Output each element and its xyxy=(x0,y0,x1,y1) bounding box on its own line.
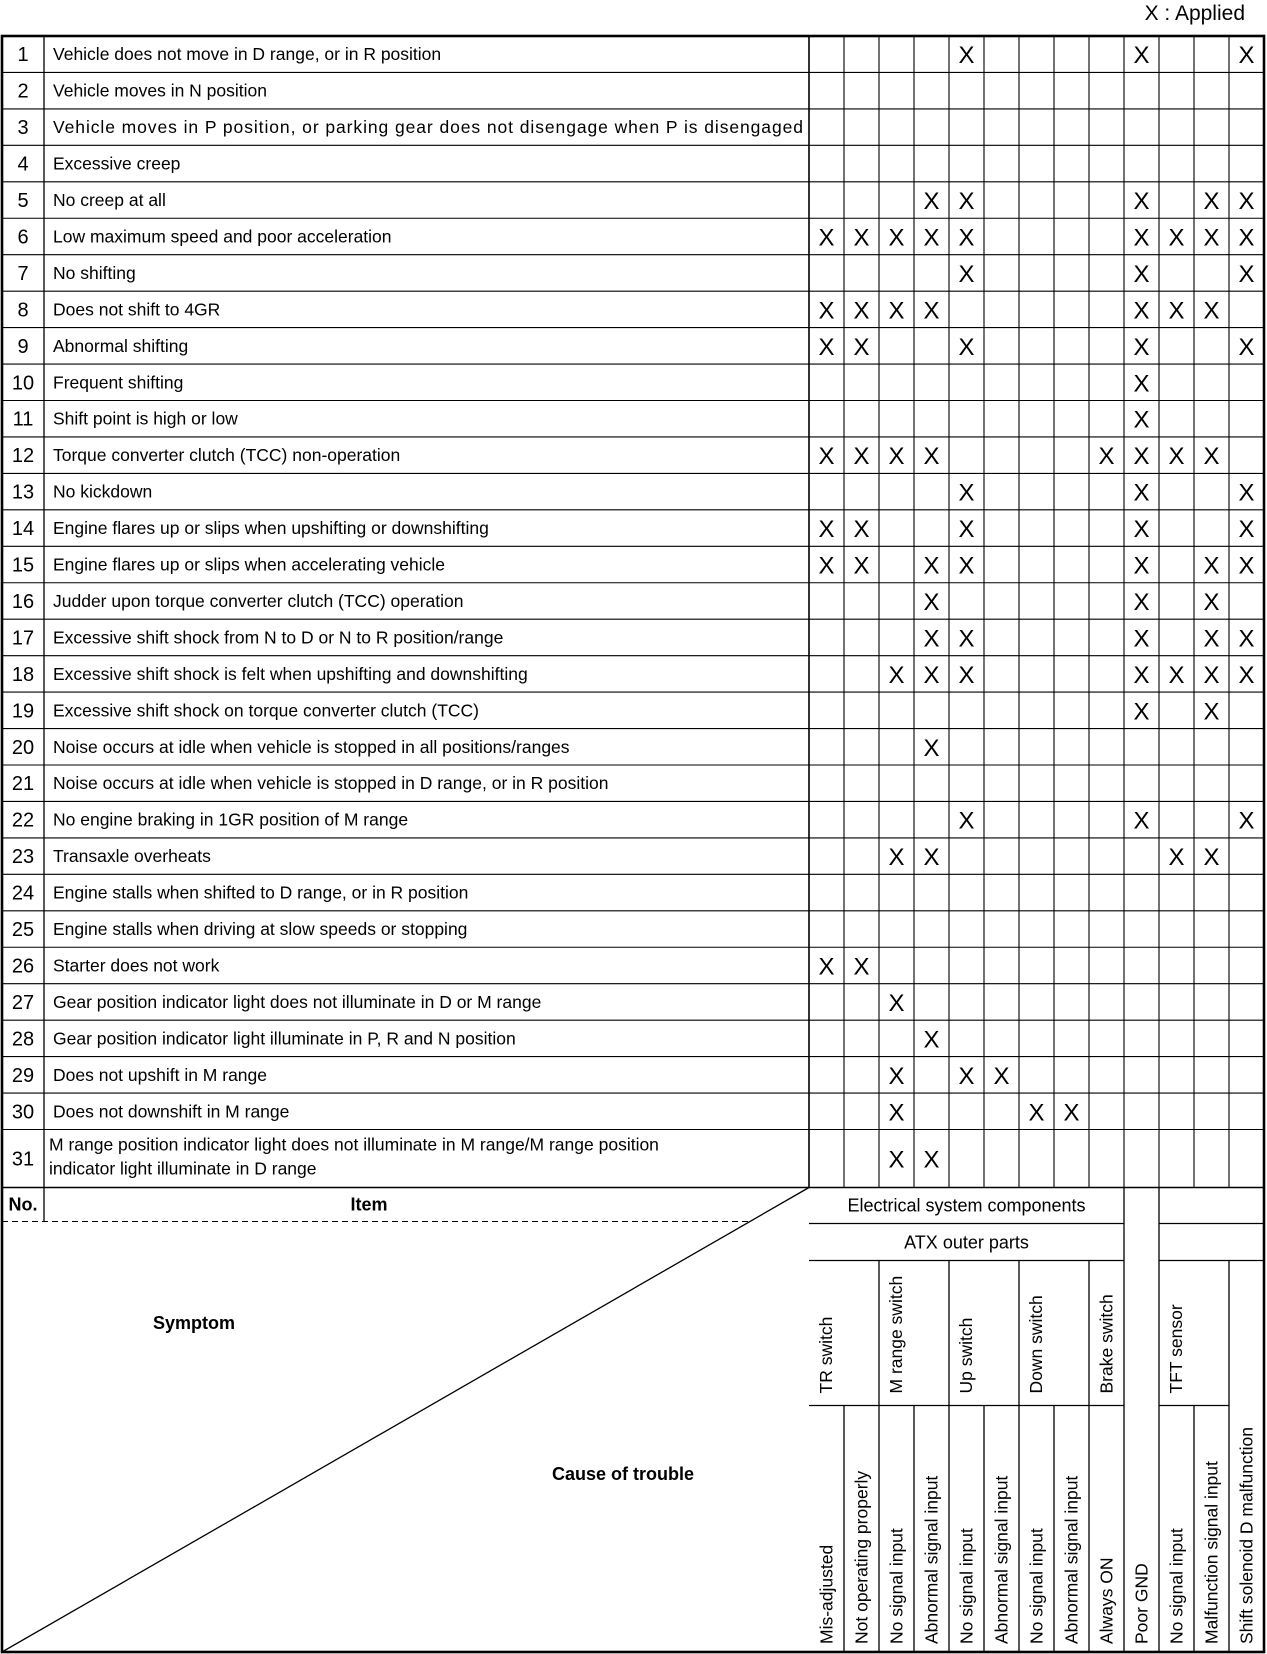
applied-mark: X xyxy=(1133,406,1150,434)
row-symptom: Starter does not work xyxy=(53,955,220,976)
row-symptom: Excessive shift shock from N to D or N to R position/range xyxy=(53,627,504,648)
table-row xyxy=(12,1099,1080,1126)
header-symptom: Symptom xyxy=(152,1313,236,1333)
row-number: 9 xyxy=(17,335,29,358)
applied-mark: X xyxy=(1133,370,1150,398)
applied-mark: X xyxy=(923,443,940,471)
table-row xyxy=(12,662,1255,689)
applied-mark: X xyxy=(1098,443,1115,471)
applied-mark: X xyxy=(818,297,835,325)
applied-mark: X xyxy=(1238,188,1255,216)
grid-lines xyxy=(2,36,1264,1652)
applied-mark: X xyxy=(923,1146,940,1174)
row-number: 20 xyxy=(11,736,35,759)
applied-mark: X xyxy=(1203,698,1220,726)
table-row xyxy=(17,42,1254,69)
table-row xyxy=(17,188,1254,215)
row-number: 8 xyxy=(17,299,29,322)
row-symptom: Does not upshift in M range xyxy=(53,1064,268,1085)
row-symptom: Shift point is high or low xyxy=(53,408,238,429)
applied-mark: X xyxy=(888,1099,905,1127)
cause-column-label: Not operating properly xyxy=(851,1470,872,1644)
row-number: 6 xyxy=(17,226,29,249)
table-row xyxy=(12,698,1220,725)
applied-mark: X xyxy=(888,443,905,471)
cause-column-label: No signal input xyxy=(1166,1528,1187,1644)
group-electrical: Electrical system components xyxy=(847,1195,1086,1216)
applied-mark: X xyxy=(1238,224,1255,252)
applied-mark: X xyxy=(958,516,975,544)
applied-mark: X xyxy=(958,479,975,507)
row-symptom: Does not downshift in M range xyxy=(53,1101,290,1122)
cause-column-label: Malfunction signal input xyxy=(1201,1461,1222,1644)
table-row xyxy=(13,407,1150,434)
row-number: 24 xyxy=(11,882,35,905)
applied-mark: X xyxy=(1238,625,1255,653)
applied-mark: X xyxy=(818,953,835,981)
applied-mark: X xyxy=(1238,552,1255,580)
table-row xyxy=(12,516,1255,543)
row-symptom: Gear position indicator light does not illuminate in D or M range xyxy=(53,991,542,1012)
component-label: TR switch xyxy=(816,1316,836,1394)
row-number: 31 xyxy=(11,1148,35,1171)
applied-mark: X xyxy=(1133,661,1150,689)
applied-mark: X xyxy=(1133,188,1150,216)
applied-mark: X xyxy=(1168,224,1185,252)
row-symptom: Does not shift to 4GR xyxy=(53,299,221,320)
table-row xyxy=(17,261,1254,288)
group-atx-outer: ATX outer parts xyxy=(904,1232,1029,1253)
row-number: 21 xyxy=(11,773,35,796)
applied-mark: X xyxy=(853,516,870,544)
row-number: 19 xyxy=(11,700,35,723)
row-symptom: Abnormal shifting xyxy=(53,335,189,356)
table-row xyxy=(12,808,1255,835)
applied-mark: X xyxy=(818,552,835,580)
row-number: 13 xyxy=(11,481,35,504)
applied-mark: X xyxy=(923,552,940,580)
cause-column-label: No signal input xyxy=(956,1528,977,1644)
row-number: 15 xyxy=(11,554,35,577)
applied-mark: X xyxy=(853,224,870,252)
header-no: No. xyxy=(8,1194,38,1215)
row-number: 27 xyxy=(11,991,35,1014)
applied-mark: X xyxy=(1133,297,1150,325)
table-row xyxy=(12,480,1255,507)
row-number: 16 xyxy=(11,590,35,613)
applied-mark: X xyxy=(1238,807,1255,835)
row-symptom: Low maximum speed and poor acceleration xyxy=(53,226,392,247)
component-label: M range switch xyxy=(886,1275,906,1394)
applied-mark: X xyxy=(1028,1099,1045,1127)
cause-column-label: Abnormal signal input xyxy=(991,1475,1012,1644)
applied-mark: X xyxy=(853,297,870,325)
applied-mark: X xyxy=(888,224,905,252)
row-number: 3 xyxy=(17,117,29,140)
table-row xyxy=(12,953,870,980)
applied-mark: X xyxy=(1133,516,1150,544)
applied-mark: X xyxy=(958,260,975,288)
applied-mark: X xyxy=(1238,333,1255,361)
component-label: Down switch xyxy=(1026,1295,1046,1394)
row-symptom: Engine stalls when shifted to D range, or in R position xyxy=(53,882,469,903)
applied-mark: X xyxy=(923,625,940,653)
applied-mark: X xyxy=(1133,443,1150,471)
applied-mark: X xyxy=(958,333,975,361)
applied-mark: X xyxy=(958,42,975,70)
applied-mark: X xyxy=(1238,516,1255,544)
header-item: Item xyxy=(350,1194,388,1215)
table-row xyxy=(17,297,1219,324)
row-number: 12 xyxy=(11,445,35,468)
applied-mark: X xyxy=(923,734,940,762)
table-row xyxy=(17,117,803,139)
cause-column-label: No signal input xyxy=(1026,1528,1047,1644)
row-symptom: Excessive shift shock is felt when upshifting and downshifting xyxy=(53,663,528,684)
applied-mark: X xyxy=(923,588,940,616)
applied-mark: X xyxy=(1168,443,1185,471)
applied-mark: X xyxy=(1203,844,1220,872)
row-number: 7 xyxy=(17,262,29,285)
row-symptom: Vehicle moves in P position, or parking gear does not disengage when P is disengaged xyxy=(53,117,803,138)
row-symptom: Engine flares up or slips when upshifting or downshifting xyxy=(53,518,489,539)
applied-mark: X xyxy=(1203,552,1220,580)
applied-mark: X xyxy=(1133,588,1150,616)
applied-mark: X xyxy=(1203,661,1220,689)
applied-mark: X xyxy=(888,989,905,1017)
applied-mark: X xyxy=(818,224,835,252)
row-number: 4 xyxy=(17,153,29,176)
table-row xyxy=(12,773,609,795)
applied-mark: X xyxy=(1168,661,1185,689)
applied-mark: X xyxy=(1238,42,1255,70)
applied-mark: X xyxy=(853,333,870,361)
applied-mark: X xyxy=(923,1026,940,1054)
applied-mark: X xyxy=(853,552,870,580)
applied-mark: X xyxy=(958,1062,975,1090)
row-symptom: No engine braking in 1GR position of M range xyxy=(53,809,409,830)
cause-column-label: No signal input xyxy=(886,1528,907,1644)
applied-mark: X xyxy=(1133,807,1150,835)
table-row xyxy=(12,370,1150,397)
table-row xyxy=(12,844,1220,871)
row-symptom: indicator light illuminate in D range xyxy=(49,1158,317,1179)
applied-mark: X xyxy=(1238,260,1255,288)
cause-column-label: Always ON xyxy=(1096,1557,1117,1644)
row-number: 25 xyxy=(11,919,35,942)
row-symptom: No kickdown xyxy=(53,481,153,502)
component-label: TFT sensor xyxy=(1166,1304,1186,1394)
row-number: 17 xyxy=(11,627,35,650)
cause-column-label: Abnormal signal input xyxy=(1061,1475,1082,1644)
applied-mark: X xyxy=(958,224,975,252)
diagonal-line xyxy=(2,1188,809,1653)
row-symptom: Gear position indicator light illuminate in P, R and N position xyxy=(53,1028,516,1049)
table-frame xyxy=(2,36,1264,1652)
applied-mark: X xyxy=(1203,297,1220,325)
row-symptom: M range position indicator light does not illuminate in M range/M range position xyxy=(49,1134,659,1155)
applied-mark: X xyxy=(818,333,835,361)
applied-mark: X xyxy=(1203,188,1220,216)
applied-mark: X xyxy=(993,1062,1010,1090)
row-number: 30 xyxy=(11,1101,35,1124)
applied-mark: X xyxy=(853,443,870,471)
table-row xyxy=(17,81,267,103)
applied-mark: X xyxy=(1133,224,1150,252)
table-row xyxy=(17,224,1254,251)
row-symptom: Judder upon torque converter clutch (TCC) operation xyxy=(53,590,464,611)
applied-mark: X xyxy=(1133,479,1150,507)
row-number: 1 xyxy=(17,44,29,67)
row-number: 29 xyxy=(11,1064,35,1087)
row-number: 2 xyxy=(17,80,29,103)
table-row xyxy=(12,1063,1010,1090)
cause-column-label: Mis-adjusted xyxy=(816,1544,837,1644)
row-symptom: Noise occurs at idle when vehicle is stopped in D range, or in R position xyxy=(53,773,609,794)
table-row xyxy=(12,589,1220,616)
row-number: 14 xyxy=(11,518,35,541)
legend-applied: X : Applied xyxy=(1144,2,1245,25)
applied-mark: X xyxy=(1063,1099,1080,1127)
cause-column-label: Shift solenoid D malfunction xyxy=(1236,1427,1257,1644)
applied-mark: X xyxy=(1203,588,1220,616)
table-row xyxy=(12,919,468,941)
applied-mark: X xyxy=(1133,42,1150,70)
table-row xyxy=(12,883,469,905)
table-row xyxy=(12,443,1220,470)
applied-mark: X xyxy=(923,661,940,689)
applied-mark: X xyxy=(888,1062,905,1090)
table-row xyxy=(12,625,1255,652)
row-symptom: Vehicle moves in N position xyxy=(53,80,267,101)
row-symptom: Transaxle overheats xyxy=(53,846,211,867)
applied-mark: X xyxy=(818,443,835,471)
cause-column-label: Poor GND xyxy=(1131,1563,1152,1644)
applied-mark: X xyxy=(923,844,940,872)
cause-header xyxy=(9,1195,1257,1645)
applied-mark: X xyxy=(818,516,835,544)
row-symptom: Excessive creep xyxy=(53,153,181,174)
table-row xyxy=(12,735,940,762)
row-symptom: Vehicle does not move in D range, or in R position xyxy=(53,44,442,65)
row-number: 22 xyxy=(11,809,35,832)
row-symptom: Frequent shifting xyxy=(53,372,184,393)
row-symptom: No creep at all xyxy=(53,190,166,211)
applied-mark: X xyxy=(958,625,975,653)
applied-mark: X xyxy=(888,844,905,872)
symptom-rows xyxy=(12,42,1255,1178)
header-cause: Cause of trouble xyxy=(551,1464,695,1484)
applied-mark: X xyxy=(1203,625,1220,653)
applied-mark: X xyxy=(923,224,940,252)
applied-mark: X xyxy=(888,1146,905,1174)
applied-mark: X xyxy=(1133,698,1150,726)
applied-mark: X xyxy=(958,188,975,216)
row-number: 10 xyxy=(11,372,35,395)
row-number: 23 xyxy=(11,846,35,869)
row-symptom: Noise occurs at idle when vehicle is stopped in all positions/ranges xyxy=(53,736,570,757)
applied-mark: X xyxy=(1238,661,1255,689)
applied-mark: X xyxy=(853,953,870,981)
table-row xyxy=(17,154,180,176)
row-symptom: Excessive shift shock on torque converter clutch (TCC) xyxy=(53,700,479,721)
table-row xyxy=(12,1026,940,1053)
applied-mark: X xyxy=(1168,844,1185,872)
applied-mark: X xyxy=(888,661,905,689)
applied-mark: X xyxy=(1203,224,1220,252)
applied-mark: X xyxy=(888,297,905,325)
table-row xyxy=(12,553,1255,580)
row-number: 18 xyxy=(11,663,35,686)
applied-mark: X xyxy=(958,552,975,580)
applied-mark: X xyxy=(1168,297,1185,325)
applied-mark: X xyxy=(923,188,940,216)
row-number: 11 xyxy=(12,408,34,431)
component-label: Up switch xyxy=(956,1317,976,1394)
applied-mark: X xyxy=(958,807,975,835)
applied-mark: X xyxy=(923,297,940,325)
cause-column-label: Abnormal signal input xyxy=(921,1475,942,1644)
applied-mark: X xyxy=(1238,479,1255,507)
row-symptom: Torque converter clutch (TCC) non-operation xyxy=(53,445,401,466)
table-row xyxy=(12,1135,940,1179)
row-number: 28 xyxy=(11,1028,35,1051)
applied-mark: X xyxy=(1203,443,1220,471)
applied-mark: X xyxy=(1133,552,1150,580)
applied-mark: X xyxy=(1133,625,1150,653)
row-number: 5 xyxy=(17,190,29,213)
row-symptom: No shifting xyxy=(53,262,136,283)
applied-mark: X xyxy=(1133,333,1150,361)
row-symptom: Engine flares up or slips when accelerating vehicle xyxy=(53,554,446,575)
table-row xyxy=(12,990,905,1017)
row-symptom: Engine stalls when driving at slow speeds or stopping xyxy=(53,919,468,940)
applied-mark: X xyxy=(1133,260,1150,288)
component-label: Brake switch xyxy=(1096,1294,1117,1394)
applied-mark: X xyxy=(958,661,975,689)
table-row xyxy=(17,334,1254,361)
row-number: 26 xyxy=(11,955,35,978)
